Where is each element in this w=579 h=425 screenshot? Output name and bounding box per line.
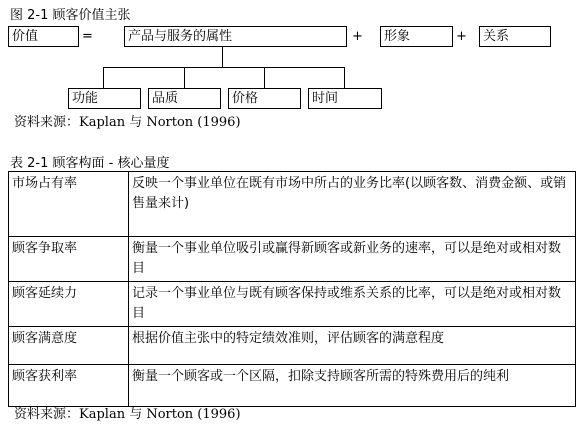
measure-description: 衡量一个事业单位吸引或赢得新顾客或新业务的速率，可以是绝对或相对数目 xyxy=(129,237,576,282)
attribute-time-box: 时间 xyxy=(308,88,382,109)
measure-name: 顾客争取率 xyxy=(9,237,129,282)
connector-drop-3 xyxy=(264,67,265,88)
measure-description: 反映一个事业单位在既有市场中所占的业务比率(以顾客数、消费金额、或销售量来计) xyxy=(129,172,576,237)
connector-drop-1 xyxy=(103,67,104,88)
table-row xyxy=(9,282,576,327)
image-box: 形象 xyxy=(380,26,453,47)
attribute-price-box: 价格 xyxy=(228,88,301,109)
connector-bar xyxy=(103,67,345,68)
table-row xyxy=(9,365,576,407)
connector-trunk xyxy=(222,46,223,68)
measure-name: 顾客获利率 xyxy=(9,365,129,407)
measure-name: 市场占有率 xyxy=(9,172,129,237)
figure-caption: 图 2-1 顾客价值主张 xyxy=(10,8,131,23)
product-attributes-box: 产品与服务的属性 xyxy=(124,26,347,47)
measure-description: 衡量一个顾客或一个区隔，扣除支持顾客所需的特殊费用后的纯利 xyxy=(129,365,576,407)
attribute-function-box: 功能 xyxy=(68,88,141,109)
relationship-box: 关系 xyxy=(479,26,551,47)
measure-name: 顾客延续力 xyxy=(9,282,129,327)
value-box: 价值 xyxy=(8,26,79,47)
measure-description: 根据价值主张中的特定绩效准则，评估顾客的满意程度 xyxy=(129,327,576,365)
plus-sign-1: + xyxy=(352,29,363,44)
table-row xyxy=(9,172,576,237)
connector-drop-2 xyxy=(184,67,185,88)
table-row xyxy=(9,327,576,365)
figure-source: 资料来源：Kaplan 与 Norton (1996) xyxy=(14,115,241,130)
table-caption: 表 2-1 顾客构面 - 核心量度 xyxy=(10,156,170,171)
attribute-quality-box: 品质 xyxy=(148,88,221,109)
plus-sign-2: + xyxy=(456,29,467,44)
measure-name: 顾客满意度 xyxy=(9,327,129,365)
table-source: 资料来源：Kaplan 与 Norton (1996) xyxy=(14,407,241,422)
customer-measures-table xyxy=(8,171,576,407)
equals-sign: = xyxy=(82,29,93,44)
table-row xyxy=(9,237,576,282)
connector-drop-4 xyxy=(344,67,345,88)
measure-description: 记录一个事业单位与既有顾客保持或维系关系的比率，可以是绝对或相对数目 xyxy=(129,282,576,327)
